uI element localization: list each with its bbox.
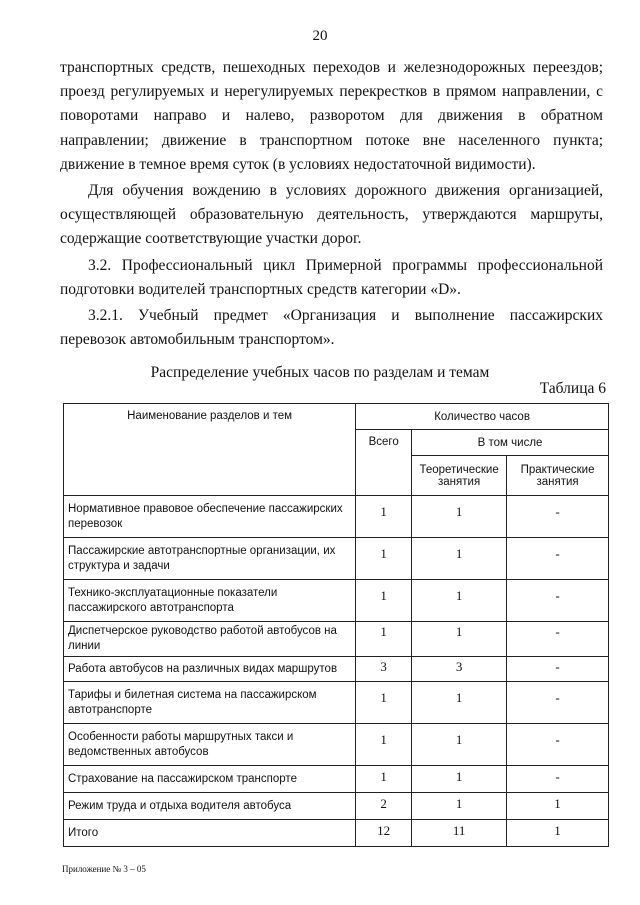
row-total: 1 <box>356 682 412 724</box>
row-name: Технико-эксплуатационные показатели пассажирского автотранспорта <box>64 580 356 622</box>
table-row <box>64 766 609 793</box>
row-practice: - <box>507 657 609 682</box>
table-row <box>64 496 609 538</box>
row-total: 1 <box>356 766 412 793</box>
row-theory: 1 <box>412 580 507 622</box>
table-row <box>64 793 609 820</box>
row-total: 3 <box>356 657 412 682</box>
row-theory: 11 <box>412 820 507 847</box>
row-theory: 1 <box>412 538 507 580</box>
footer-annex-note: Приложение № 3 – 05 <box>62 864 146 874</box>
row-theory: 1 <box>412 496 507 538</box>
row-total: 1 <box>356 496 412 538</box>
row-practice: - <box>507 724 609 766</box>
paragraph-routes: Для обучения вождению в условиях дорожного движения организацией, осуществляющей образовательную деятельность, утверждаются маршруты, содержащие соответствующие участки дорог. <box>60 182 603 248</box>
paragraph-continuation: транспортных средств, пешеходных переходов и железнодорожных переездов; проезд регулируемых и нерегулируемых перекрестков в прямом направлении, с поворотами направо и налево, разворотом для движения в обратном направлении; движение в транспортном потоке вне населенного пункта; движение в темное время суток (в условиях недостаточной видимости). <box>60 59 603 173</box>
row-name: Особенности работы маршрутных такси и ведомственных автобусов <box>64 724 356 766</box>
table-row <box>64 657 609 682</box>
row-total: 2 <box>356 793 412 820</box>
row-total: 1 <box>356 724 412 766</box>
row-theory: 1 <box>412 793 507 820</box>
table-row <box>64 538 609 580</box>
header-practice: Практические занятия <box>507 456 609 496</box>
table-heading: Распределение учебных часов по разделам и темам <box>150 364 490 381</box>
row-name: Работа автобусов на различных видах маршрутов <box>64 657 356 682</box>
row-practice: - <box>507 766 609 793</box>
table-row <box>64 682 609 724</box>
row-name: Страхование на пассажирском транспорте <box>64 766 356 793</box>
row-practice: 1 <box>507 793 609 820</box>
row-name: Диспетчерское руководство работой автобусов на линии <box>64 622 356 657</box>
row-total: 12 <box>356 820 412 847</box>
body-text <box>60 56 603 354</box>
row-practice: - <box>507 496 609 538</box>
row-theory: 1 <box>412 766 507 793</box>
table-row-total <box>64 820 609 847</box>
row-theory: 1 <box>412 682 507 724</box>
row-practice: - <box>507 682 609 724</box>
table-number: Таблица 6 <box>539 380 606 397</box>
table-row <box>64 580 609 622</box>
row-practice: - <box>507 580 609 622</box>
paragraph-professional-cycle: 3.2. Профессиональный цикл Примерной программы профессиональной подготовки водителей транспортных средств категории «D». <box>60 256 603 298</box>
row-name: Нормативное правовое обеспечение пассажирских перевозок <box>64 496 356 538</box>
row-name: Итого <box>64 820 356 847</box>
hours-table <box>63 403 609 847</box>
row-practice: - <box>507 622 609 657</box>
table-row <box>64 724 609 766</box>
row-theory: 1 <box>412 724 507 766</box>
header-including: В том числе <box>412 430 609 456</box>
row-name: Режим труда и отдыха водителя автобуса <box>64 793 356 820</box>
page-number: 20 <box>312 28 328 44</box>
row-total: 1 <box>356 622 412 657</box>
row-total: 1 <box>356 538 412 580</box>
row-practice: - <box>507 538 609 580</box>
row-theory: 3 <box>412 657 507 682</box>
row-practice: 1 <box>507 820 609 847</box>
header-name: Наименование разделов и тем <box>64 404 356 496</box>
header-hours: Количество часов <box>356 404 609 430</box>
row-name: Тарифы и билетная система на пассажирском автотранспорте <box>64 682 356 724</box>
table-row <box>64 622 609 657</box>
header-theory: Теоретические занятия <box>412 456 507 496</box>
paragraph-subject: 3.2.1. Учебный предмет «Организация и выполнение пассажирских перевозок автомобильным транспортом». <box>60 307 603 349</box>
row-total: 1 <box>356 580 412 622</box>
header-total: Всего <box>356 430 412 496</box>
row-theory: 1 <box>412 622 507 657</box>
row-name: Пассажирские автотранспортные организации, их структура и задачи <box>64 538 356 580</box>
